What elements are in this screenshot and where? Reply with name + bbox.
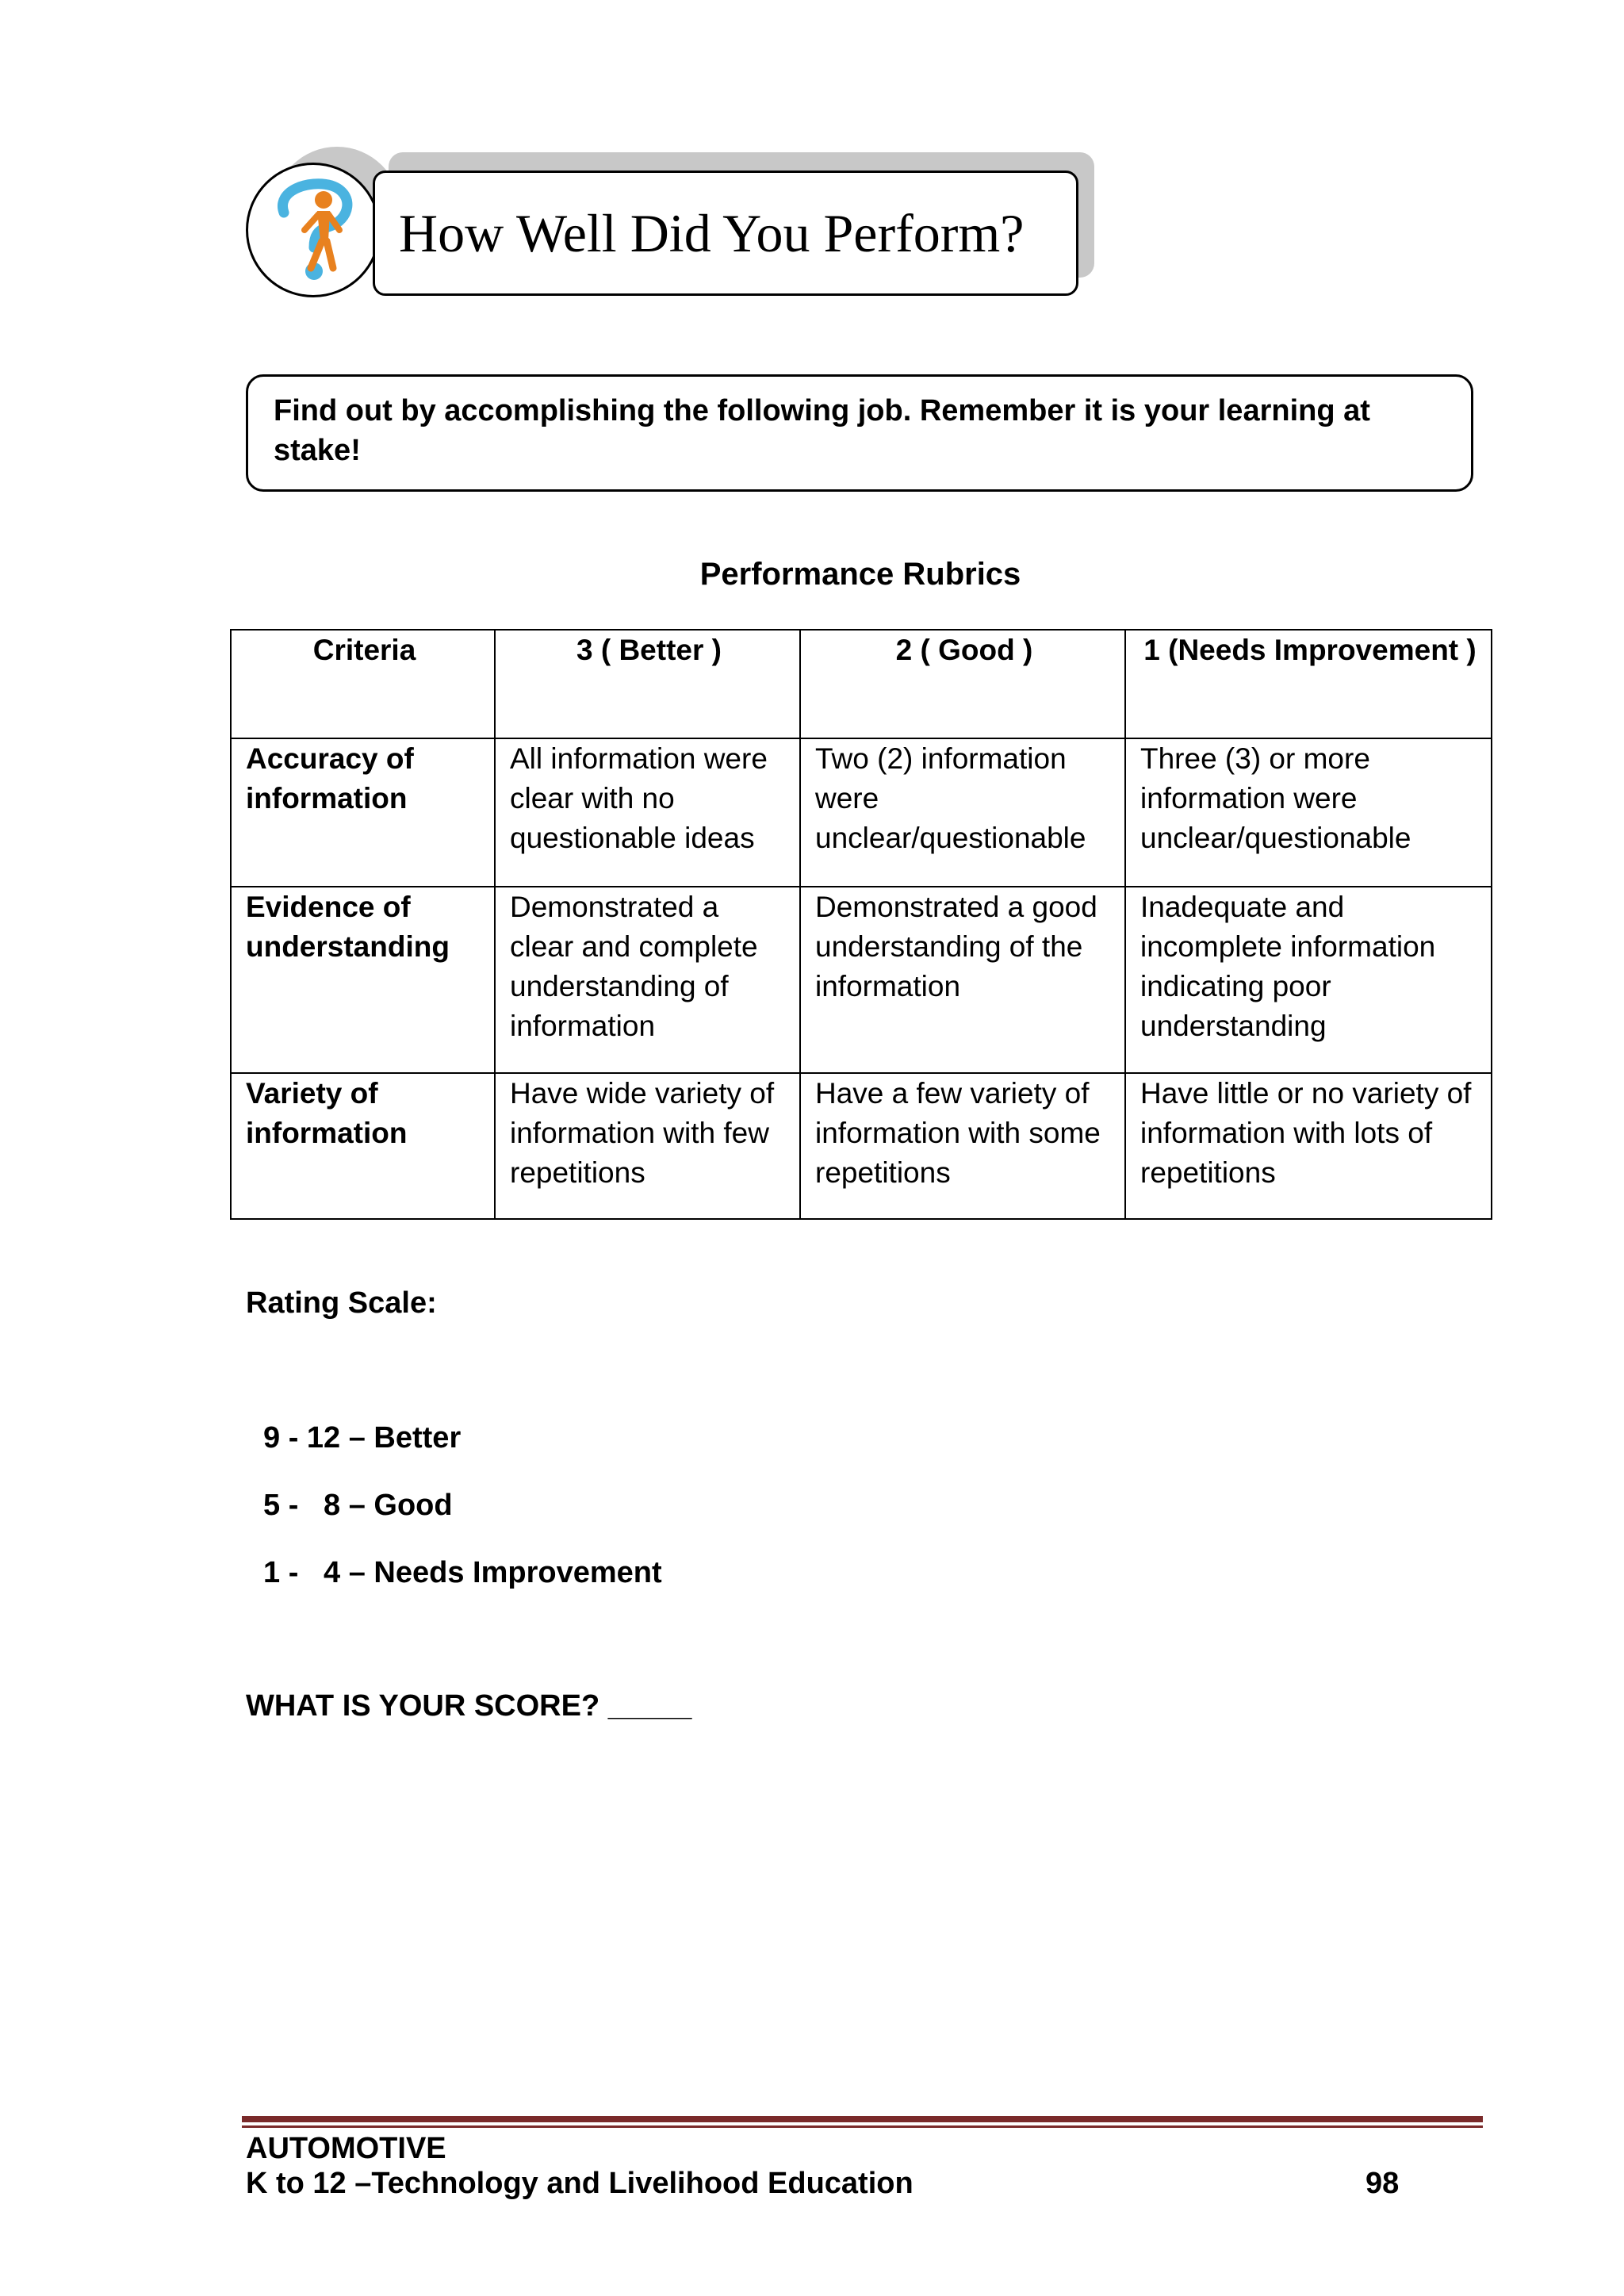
table-cell: All information were clear with no questionable ideas — [495, 738, 800, 887]
rating-scale-item: 9 - 12 – Better — [263, 1421, 462, 1455]
instruction-box — [246, 374, 1473, 492]
score-prompt: WHAT IS YOUR SCORE? _____ — [246, 1689, 692, 1723]
rubric-title: Performance Rubrics — [699, 557, 1021, 592]
column-header: 1 (Needs Improvement ) — [1125, 630, 1492, 738]
criteria-cell: Accuracy of information — [231, 738, 495, 887]
rating-scale-item: 5 - 8 – Good — [263, 1489, 453, 1522]
question-mark-figure-icon — [262, 174, 365, 286]
column-header: 2 ( Good ) — [800, 630, 1125, 738]
rubric-table — [230, 629, 1492, 1220]
table-cell: Have a few variety of information with some repetitions — [800, 1073, 1125, 1219]
table-row — [231, 1073, 1492, 1219]
page-title: How Well Did You Perform? — [399, 203, 1025, 263]
table-row — [231, 738, 1492, 887]
banner-icon-circle — [246, 163, 381, 297]
table-cell: Three (3) or more information were unclear/questionable — [1125, 738, 1492, 887]
table-cell: Have little or no variety of information with lots of repetitions — [1125, 1073, 1492, 1219]
table-cell: Demonstrated a good understanding of the information — [800, 887, 1125, 1073]
table-cell: Two (2) information were unclear/questionable — [800, 738, 1125, 887]
banner-title-box — [373, 171, 1078, 296]
column-header: 3 ( Better ) — [495, 630, 800, 738]
criteria-cell: Variety of information — [231, 1073, 495, 1219]
footer-subject: AUTOMOTIVE — [246, 2132, 446, 2165]
footer-divider — [242, 2116, 1483, 2122]
rating-scale-label: Rating Scale: — [246, 1286, 437, 1320]
rating-scale-item: 1 - 4 – Needs Improvement — [263, 1556, 662, 1589]
table-cell: Demonstrated a clear and complete understanding of information — [495, 887, 800, 1073]
criteria-cell: Evidence of understanding — [231, 887, 495, 1073]
footer-divider-thin — [242, 2125, 1483, 2128]
table-row — [231, 887, 1492, 1073]
table-header-row — [231, 630, 1492, 738]
instruction-text: Find out by accomplishing the following job. Remember it is your learning at stake! — [274, 394, 1370, 467]
table-cell: Have wide variety of information with few repetitions — [495, 1073, 800, 1219]
column-header: Criteria — [231, 630, 495, 738]
page-number: 98 — [1365, 2167, 1400, 2200]
table-cell: Inadequate and incomplete information indicating poor understanding — [1125, 887, 1492, 1073]
footer-course: K to 12 –Technology and Livelihood Education — [246, 2167, 914, 2200]
